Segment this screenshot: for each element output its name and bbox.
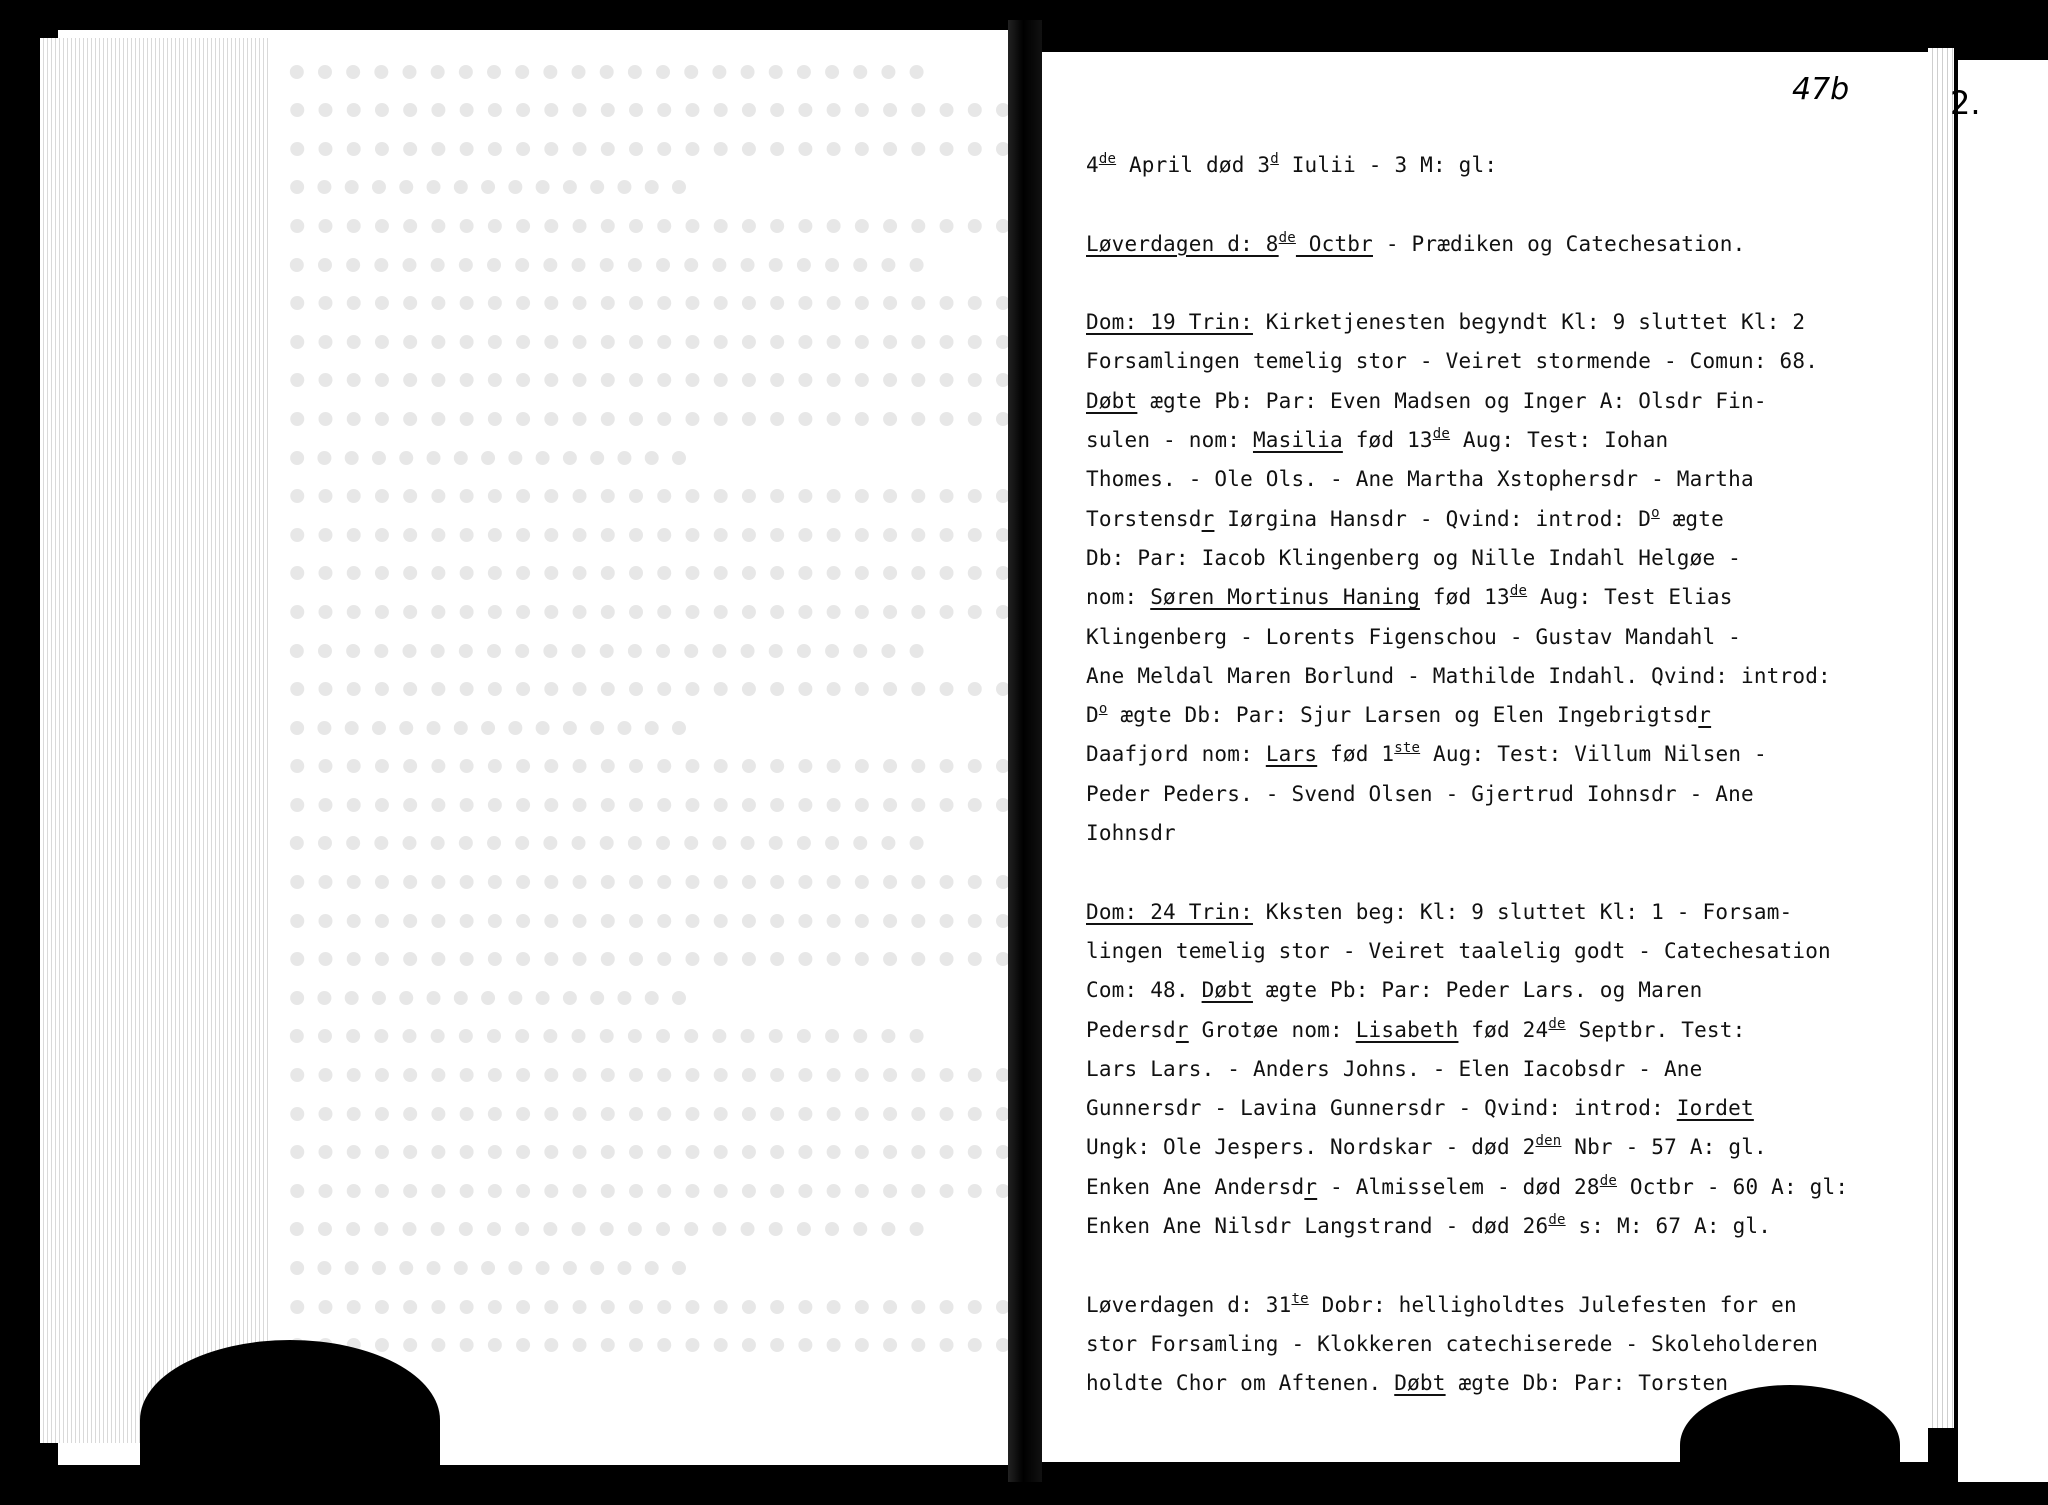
text-line: [1086, 775, 1826, 814]
text-segment: Lars Lars. - Anders Johns. - Elen Iacobsdr - Ane: [1086, 1056, 1703, 1081]
text-segment: Ane Meldal Maren Borlund - Mathilde Indahl. Qvind: introd:: [1086, 663, 1831, 688]
underlined-text: r: [1175, 1017, 1189, 1042]
text-line: [1086, 657, 1831, 696]
show-through-line: [290, 503, 1010, 542]
text-segment: Iulii - 3 M: gl:: [1278, 153, 1498, 177]
text-segment: Aug: Test: Iohan: [1450, 428, 1669, 453]
show-through-line: [290, 426, 686, 465]
text-line: [1086, 1325, 1826, 1364]
text-segment: ægte Db: Par: Sjur Larsen og Elen Ingebrigtsd: [1107, 703, 1699, 728]
text-segment: Peder Peders. - Svend Olsen - Gjertrud Iohnsdr - Ane: [1086, 781, 1754, 806]
underlined-text: Lars: [1265, 742, 1318, 767]
adjacent-page-strip: [1958, 60, 2048, 1482]
text-segment: - Prædiken og Catechesation.: [1372, 231, 1746, 256]
show-through-line: [290, 658, 1010, 697]
text-segment: lingen temelig stor - Veiret taalelig godt - Catechesation: [1086, 938, 1831, 963]
superscript: de: [1548, 1015, 1566, 1032]
text-segment: fød 13: [1419, 585, 1510, 610]
text-segment: Aug: Test: Villum Nilsen -: [1420, 742, 1767, 767]
text-segment: Db: Par: Iacob Klingenberg og Nille Indahl Helgøe -: [1086, 545, 1741, 570]
volume-number: 2.: [1950, 84, 1981, 122]
blank-line: [1086, 1246, 1826, 1285]
underlined-text: Octbr: [1295, 231, 1373, 256]
text-segment: Forsamlingen temelig stor - Veiret stormende - Comun: 68.: [1086, 349, 1819, 374]
superscript: de: [1599, 1172, 1618, 1189]
text-segment: Grotøe nom:: [1188, 1017, 1356, 1042]
text-segment: Iørgina Hansdr - Qvind: introd: D: [1214, 506, 1652, 531]
text-segment: Octbr - 60 A: gl:: [1617, 1174, 1849, 1199]
superscript: de: [1278, 229, 1296, 246]
underlined-text: Dom: 24 Trin:: [1086, 899, 1253, 924]
text-segment: Klingenberg - Lorents Figenschou - Gustav Mandahl -: [1086, 624, 1741, 649]
text-segment: Torstensd: [1086, 506, 1202, 531]
show-through-line: [290, 1236, 686, 1275]
underlined-text: r: [1698, 703, 1712, 728]
show-through-line: [290, 233, 924, 272]
underlined-text: Masilia: [1252, 428, 1343, 453]
text-segment: Kksten beg: Kl: 9 sluttet Kl: 1 - Forsam-: [1252, 899, 1793, 924]
show-through-line: [290, 40, 924, 79]
show-through-line: [290, 696, 686, 735]
show-through-line: [290, 117, 1010, 156]
show-through-line: [290, 310, 1010, 349]
show-through-line: [290, 889, 1010, 928]
text-segment: D: [1086, 703, 1099, 728]
text-segment: - Almisselem - død 28: [1317, 1174, 1600, 1199]
show-through-line: [290, 1043, 1010, 1082]
show-through-line: [290, 387, 1010, 426]
show-through-line: [290, 349, 1010, 388]
show-through-line: [290, 1121, 1010, 1160]
text-segment: nom:: [1086, 585, 1151, 610]
underlined-text: Søren Mortinus Haning: [1150, 585, 1420, 610]
page-number: 47b: [1792, 72, 1850, 107]
text-segment: Ungk: Ole Jespers. Nordskar - død 2: [1086, 1135, 1536, 1160]
underlined-text: Iordet: [1676, 1096, 1754, 1121]
show-through-line: [290, 773, 1010, 812]
text-line: [1086, 1050, 1826, 1089]
text-line: [1086, 1011, 1826, 1050]
show-through-line: [290, 1005, 924, 1044]
superscript: de: [1432, 426, 1451, 443]
text-line: [1086, 735, 1826, 774]
underlined-text: Døbt: [1201, 978, 1253, 1003]
text-segment: 4: [1086, 153, 1099, 177]
show-through-line: [290, 1082, 1010, 1121]
text-segment: ægte Db: Par: Torsten: [1445, 1371, 1729, 1396]
text-line: [1086, 460, 1826, 499]
text-segment: Pedersd: [1086, 1017, 1176, 1042]
superscript: de: [1548, 1212, 1566, 1229]
show-through-line: [290, 1275, 1010, 1314]
text-segment: Kirketjenesten begyndt Kl: 9 sluttet Kl: 2: [1252, 310, 1806, 335]
text-segment: Daafjord nom:: [1086, 742, 1266, 767]
text-line: [1086, 1207, 1826, 1246]
text-line: [1086, 893, 1826, 932]
show-through-line: [290, 79, 1010, 118]
text-segment: Nbr - 57 A: gl.: [1561, 1135, 1767, 1160]
blank-line: [1086, 185, 1826, 224]
text-segment: s: M: 67 A: gl.: [1565, 1214, 1772, 1239]
book-spine: [1008, 20, 1042, 1482]
underlined-text: Løverdagen d: 8: [1086, 231, 1279, 256]
text-segment: Dobr: helligholdtes Julefesten for en: [1308, 1292, 1797, 1317]
text-segment: Iohnsdr: [1086, 821, 1176, 846]
text-segment: stor Forsamling - Klokkeren catechiserede - Skoleholderen: [1086, 1331, 1819, 1356]
text-segment: Enken Ane Andersd: [1086, 1174, 1305, 1199]
text-segment: Enken Ane Nilsdr Langstrand - død 26: [1086, 1214, 1549, 1239]
text-segment: fød 1: [1317, 742, 1395, 767]
text-segment: Com: 48.: [1086, 978, 1202, 1003]
text-line: [1086, 225, 1826, 264]
superscript: den: [1535, 1133, 1562, 1150]
show-through-line: [290, 272, 1010, 311]
show-through-line: [290, 194, 1010, 233]
thumb-shadow-left: [140, 1340, 440, 1500]
superscript: o: [1651, 504, 1660, 521]
superscript: te: [1291, 1290, 1309, 1307]
underlined-text: r: [1304, 1174, 1318, 1199]
show-through-line: [290, 542, 1010, 581]
blank-line: [1086, 853, 1826, 892]
show-through-line: [290, 619, 924, 658]
text-segment: Gunnersdr - Lavina Gunnersdr - Qvind: introd:: [1086, 1096, 1677, 1121]
text-segment: Løverdagen d: 31: [1086, 1292, 1292, 1317]
superscript: o: [1098, 701, 1108, 718]
text-line: [1086, 342, 1826, 381]
text-line: [1086, 578, 1826, 617]
superscript: d: [1270, 151, 1279, 167]
text-line: [1086, 382, 1826, 421]
text-segment: April død 3: [1116, 153, 1271, 177]
underlined-text: Døbt: [1086, 388, 1138, 413]
show-through-line: [290, 966, 686, 1005]
text-segment: ægte Pb: Par: Even Madsen og Inger A: Olsdr Fin-: [1137, 388, 1767, 413]
text-segment: Septbr. Test:: [1565, 1017, 1746, 1042]
text-line: [1086, 1128, 1826, 1167]
superscript: ste: [1394, 740, 1421, 757]
show-through-line: [290, 928, 1010, 967]
show-through-line: [290, 812, 924, 851]
text-line: [1086, 303, 1826, 342]
show-through-line: [290, 1198, 924, 1237]
text-segment: sulen - nom:: [1086, 428, 1253, 453]
text-segment: fød 13: [1342, 428, 1433, 453]
text-line: [1086, 1364, 1826, 1403]
show-through-line: [290, 465, 1010, 504]
text-line: [1086, 932, 1831, 971]
left-page-show-through: [290, 40, 1010, 1440]
text-segment: ægte: [1659, 506, 1724, 531]
text-line: [1086, 1168, 1849, 1207]
text-line: [1086, 539, 1826, 578]
text-line: [1086, 1286, 1826, 1325]
right-page-edges: [1928, 48, 1954, 1428]
superscript: de: [1509, 583, 1528, 600]
show-through-line: [290, 850, 1010, 889]
text-line: [1086, 500, 1826, 539]
text-segment: Aug: Test Elias: [1527, 585, 1733, 610]
blank-line: [1086, 264, 1826, 303]
text-line: [1086, 618, 1826, 657]
text-line: [1086, 146, 1826, 185]
superscript: de: [1098, 151, 1117, 167]
underlined-text: r: [1201, 506, 1215, 531]
text-line: [1086, 421, 1826, 460]
text-line: [1086, 1089, 1826, 1128]
show-through-line: [290, 1159, 1010, 1198]
underlined-text: Dom: 19 Trin:: [1086, 310, 1253, 335]
text-line: [1086, 696, 1826, 735]
show-through-line: [290, 735, 1010, 774]
register-text: [1086, 146, 1849, 1404]
show-through-line: [290, 156, 686, 195]
text-segment: ægte Pb: Par: Peder Lars. og Maren: [1252, 978, 1703, 1003]
text-line: [1086, 971, 1826, 1010]
text-segment: fød 24: [1458, 1017, 1549, 1042]
underlined-text: Lisabeth: [1355, 1017, 1459, 1042]
text-segment: Thomes. - Ole Ols. - Ane Martha Xstophersdr - Martha: [1086, 467, 1754, 492]
underlined-text: Døbt: [1394, 1371, 1446, 1396]
text-line: [1086, 814, 1826, 853]
show-through-line: [290, 1314, 1010, 1353]
left-page-edges: [40, 38, 270, 1443]
text-segment: holdte Chor om Aftenen.: [1086, 1371, 1395, 1396]
show-through-line: [290, 580, 1010, 619]
